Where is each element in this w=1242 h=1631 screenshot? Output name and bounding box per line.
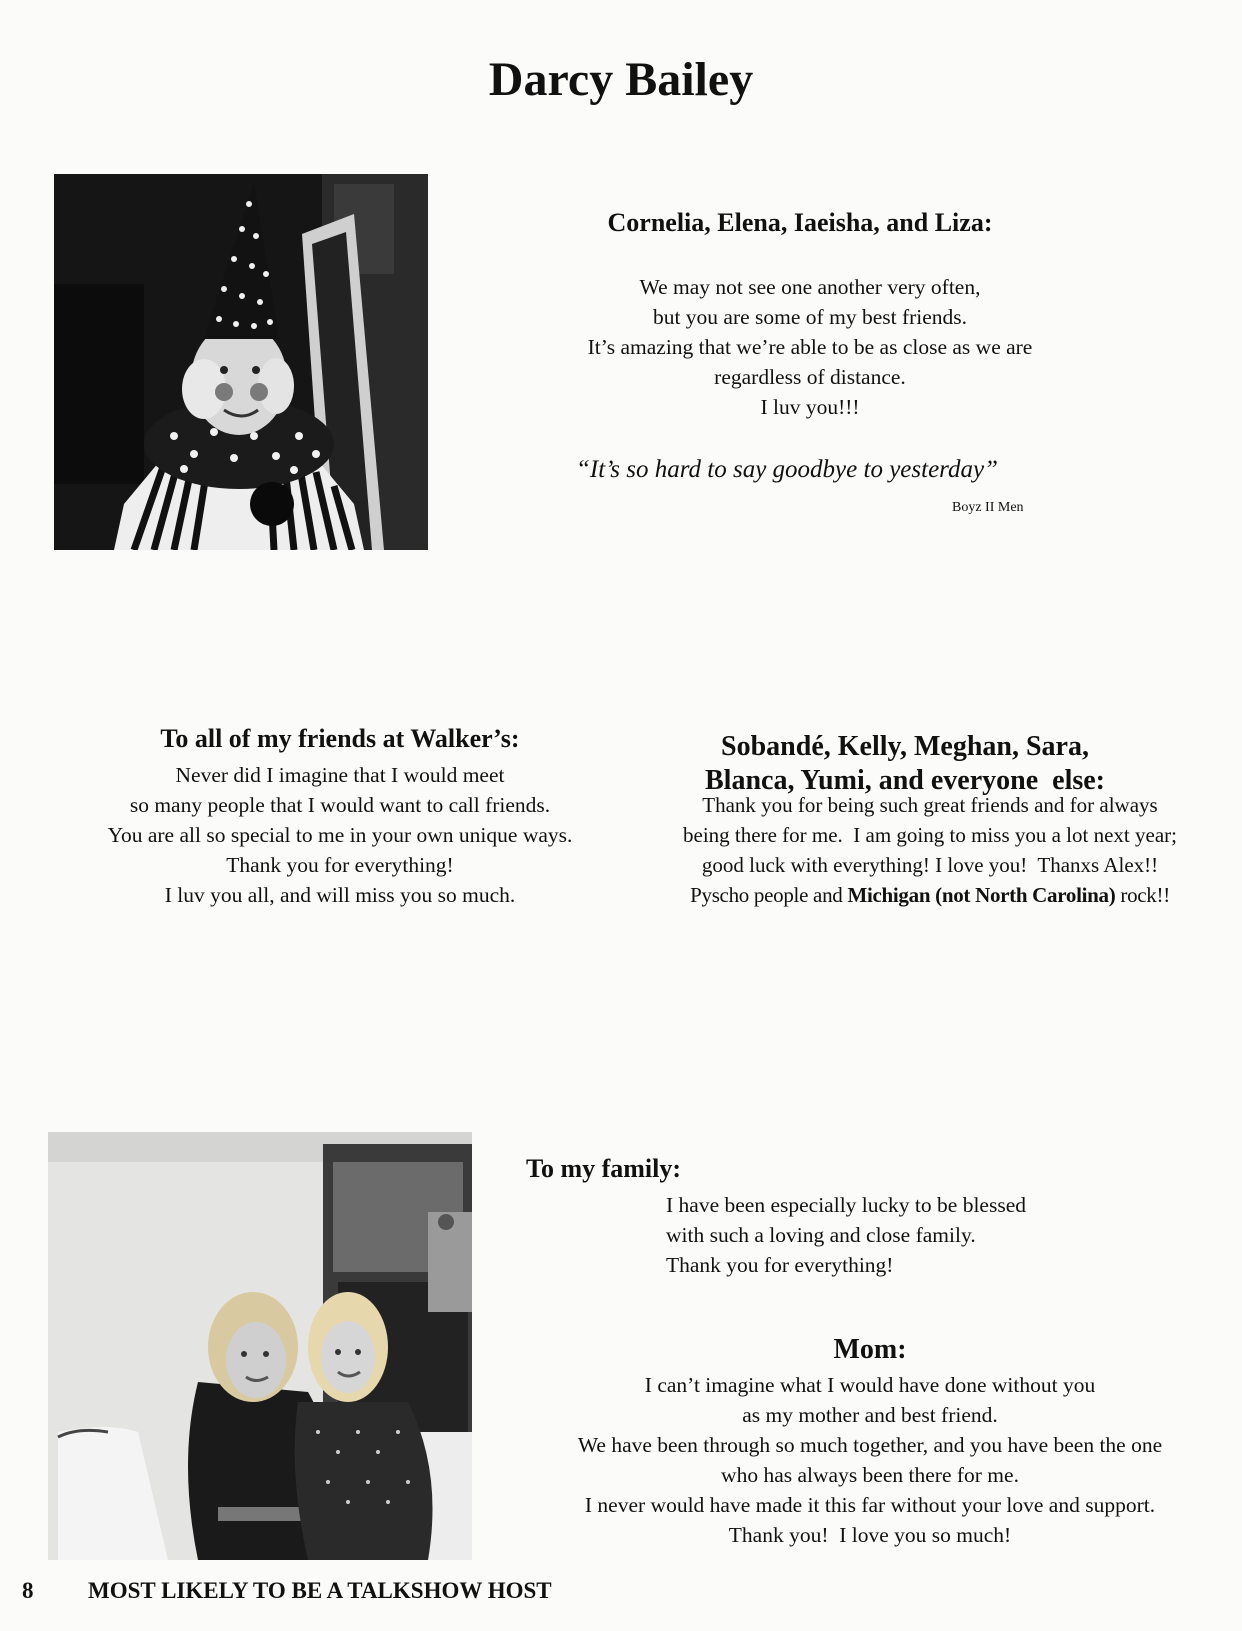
message-line: You are all so special to me in your own unique ways. [107, 823, 573, 847]
message-line: so many people that I would want to call friends. [129, 793, 551, 817]
walkers-heading: To all of my friends at Walker’s: [160, 724, 520, 753]
message-line: Thank you! I love you so much! [728, 1523, 1012, 1547]
message-bold-text: Michigan (not North Carolina) [847, 883, 1116, 907]
message-line: I luv you all, and will miss you so much. [164, 883, 516, 907]
message-line: Thank you for everything! [666, 1253, 894, 1277]
mom-heading: Mom: [833, 1334, 907, 1365]
friends-far-heading: Cornelia, Elena, Iaeisha, and Liza: [607, 208, 993, 237]
family-message [666, 1190, 1106, 1280]
message-line: We have been through so much together, and you have been the one [577, 1433, 1163, 1457]
friends-far-message [540, 272, 1080, 422]
classmates-heading [660, 730, 1150, 798]
message-line: I have been especially lucky to be blessed [666, 1193, 1026, 1217]
message-line: I luv you!!! [760, 395, 860, 419]
family-heading: To my family: [526, 1154, 682, 1183]
message-line: Never did I imagine that I would meet [175, 763, 505, 787]
message-line-mixed [630, 880, 1230, 910]
classmates-heading-line: Sobandé, Kelly, Meghan, Sara, [721, 731, 1089, 762]
message-line: Thank you for being such great friends and for always [702, 793, 1158, 817]
message-text: rock!! [1115, 883, 1170, 907]
footer-caption: MOST LIKELY TO BE A TALKSHOW HOST [88, 1578, 552, 1603]
page-title: Darcy Bailey [488, 53, 754, 106]
mother-daughter-photo [48, 1132, 472, 1560]
message-line: with such a loving and close family. [666, 1223, 976, 1247]
message-line: being there for me. I am going to miss you a lot next year; [683, 823, 1177, 847]
mom-message [520, 1370, 1220, 1550]
message-text: Pyscho people and [690, 883, 848, 907]
page-number: 8 [22, 1578, 34, 1603]
message-line: as my mother and best friend. [742, 1403, 998, 1427]
message-line: I can’t imagine what I would have done without you [644, 1373, 1096, 1397]
message-line: We may not see one another very often, [639, 275, 981, 299]
message-line: who has always been there for me. [721, 1463, 1019, 1487]
message-line: regardless of distance. [714, 365, 906, 389]
walkers-message [40, 760, 640, 910]
classmates-heading-line: Blanca, Yumi, and everyone else: [704, 765, 1106, 796]
message-line: Thank you for everything! [226, 853, 454, 877]
quote-attribution: Boyz II Men [952, 500, 1024, 515]
message-line: good luck with everything! I love you! Thanxs Alex!! [701, 853, 1159, 877]
child-clown-costume-photo [54, 174, 428, 550]
message-line: It’s amazing that we’re able to be as close as we are [587, 335, 1033, 359]
classmates-message [630, 790, 1230, 910]
message-line: but you are some of my best friends. [652, 305, 968, 329]
song-quote: “It’s so hard to say goodbye to yesterday” [576, 456, 998, 483]
message-line: I never would have made it this far without your love and support. [584, 1493, 1156, 1517]
